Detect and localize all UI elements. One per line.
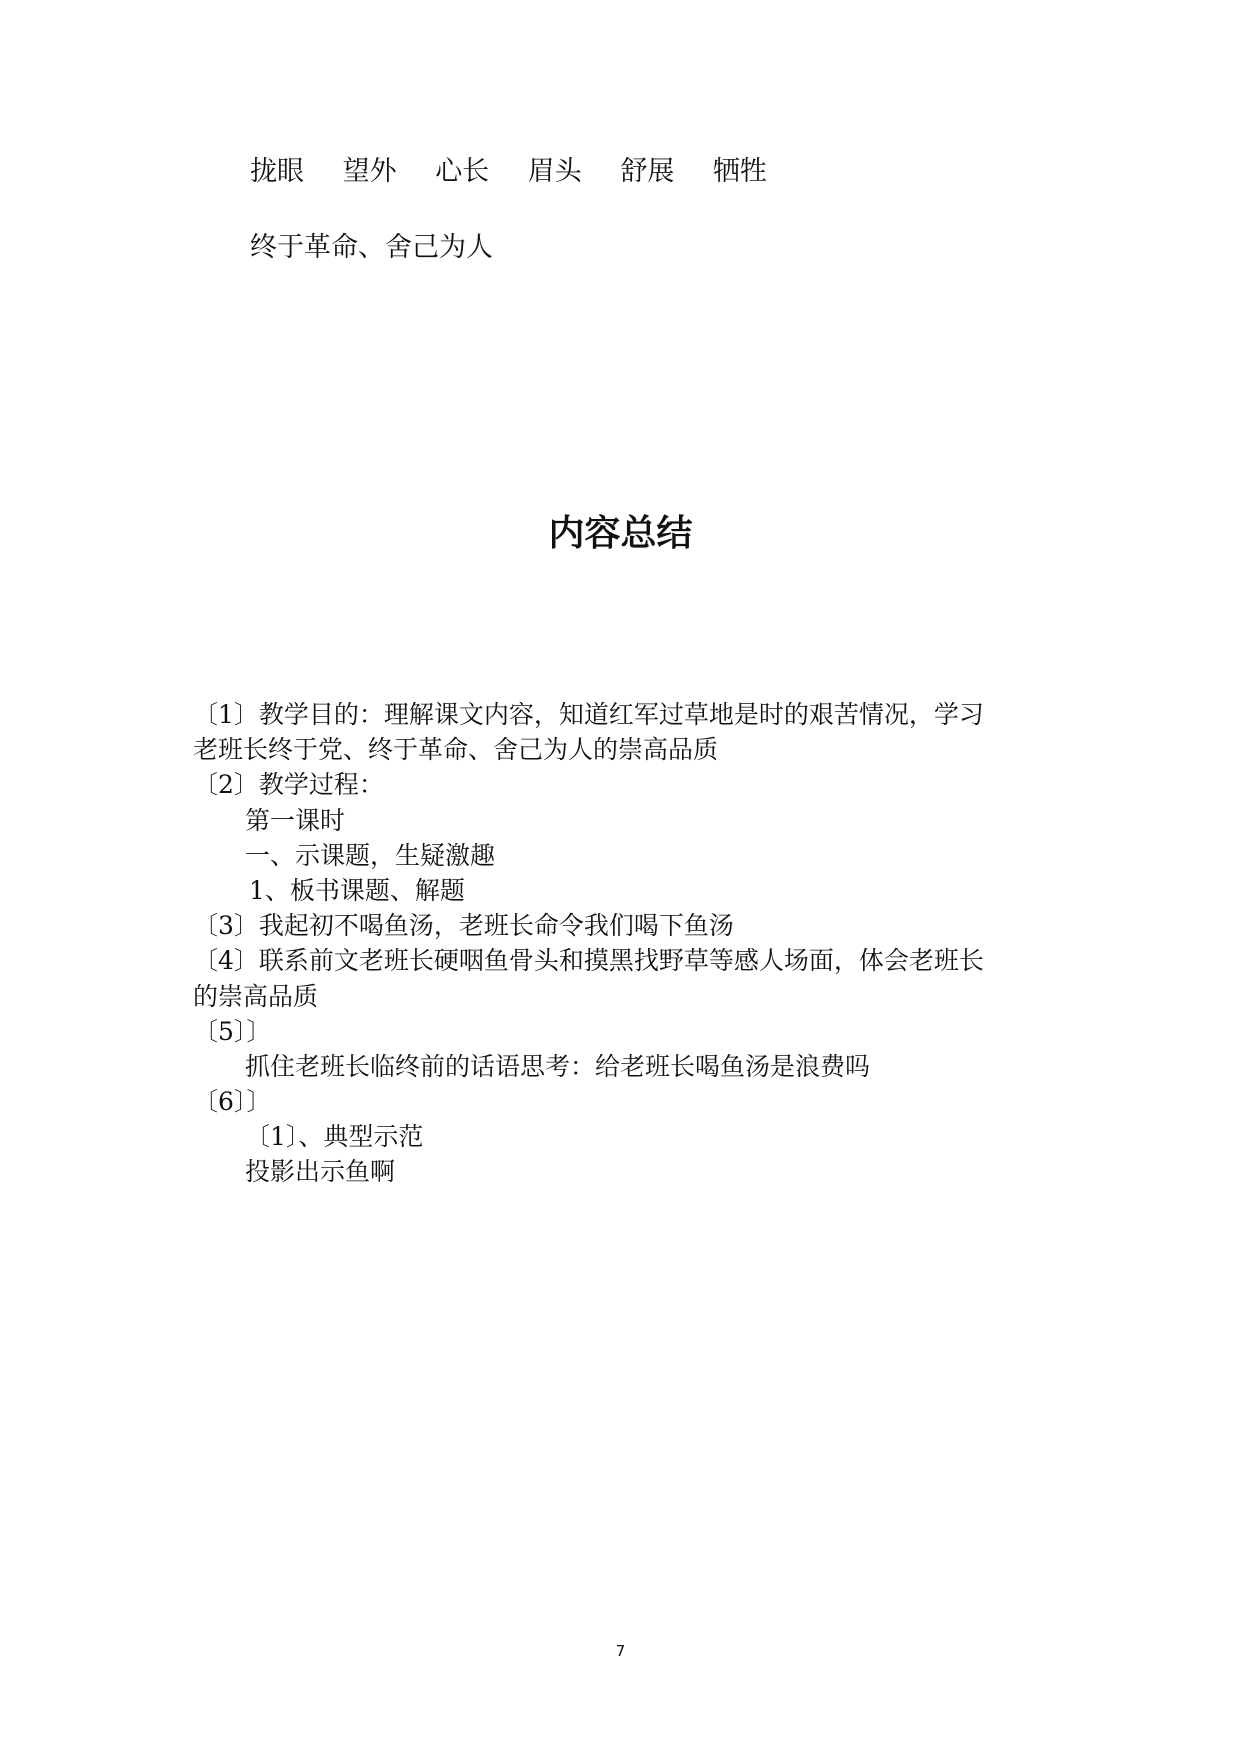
summary-line: 第一课时 [245, 805, 346, 835]
summary-line: 的崇高品质 [193, 981, 319, 1011]
summary-line: 〔1〕教学目的：理解课文内容，知道红军过草地是时的艰苦情况，学习 [193, 700, 984, 729]
summary-line: 〔2〕教学过程： [193, 770, 384, 800]
summary-line: 一、示课题，生疑激趣 [245, 840, 496, 870]
section-title: 内容总结 [548, 513, 693, 554]
summary-line: 〔4〕联系前文老班长硬咽鱼骨头和摸黑找野草等感人场面，体会老班长 [193, 946, 984, 976]
page-number: 7 [615, 1642, 626, 1660]
vocab-word: 心长 [435, 156, 490, 187]
phrase-line: 终于革命、舍己为人 [250, 232, 493, 263]
summary-line: 〔1〕、典型示范 [245, 1122, 424, 1152]
summary-line: 〔6〕〕 [193, 1087, 272, 1117]
summary-line: 老班长终于党、终于革命、舍己为人的崇高品质 [193, 735, 719, 765]
vocab-word: 望外 [342, 156, 397, 187]
summary-line: 〔5〕〕 [193, 1016, 272, 1046]
summary-block [193, 697, 1073, 1190]
vocab-word: 牺牲 [712, 156, 767, 187]
summary-line: 〔3〕我起初不喝鱼汤，老班长命令我们喝下鱼汤 [193, 911, 734, 941]
summary-line: 投影出示鱼啊 [245, 1157, 396, 1187]
vocab-word: 舒展 [620, 156, 675, 187]
vocabulary-row [250, 154, 767, 190]
summary-line: 1、板书课题、解题 [249, 875, 465, 905]
vocab-word: 眉头 [527, 156, 582, 187]
summary-line: 抓住老班长临终前的话语思考：给老班长喝鱼汤是浪费吗 [245, 1051, 871, 1081]
vocab-word: 拢眼 [250, 156, 304, 187]
